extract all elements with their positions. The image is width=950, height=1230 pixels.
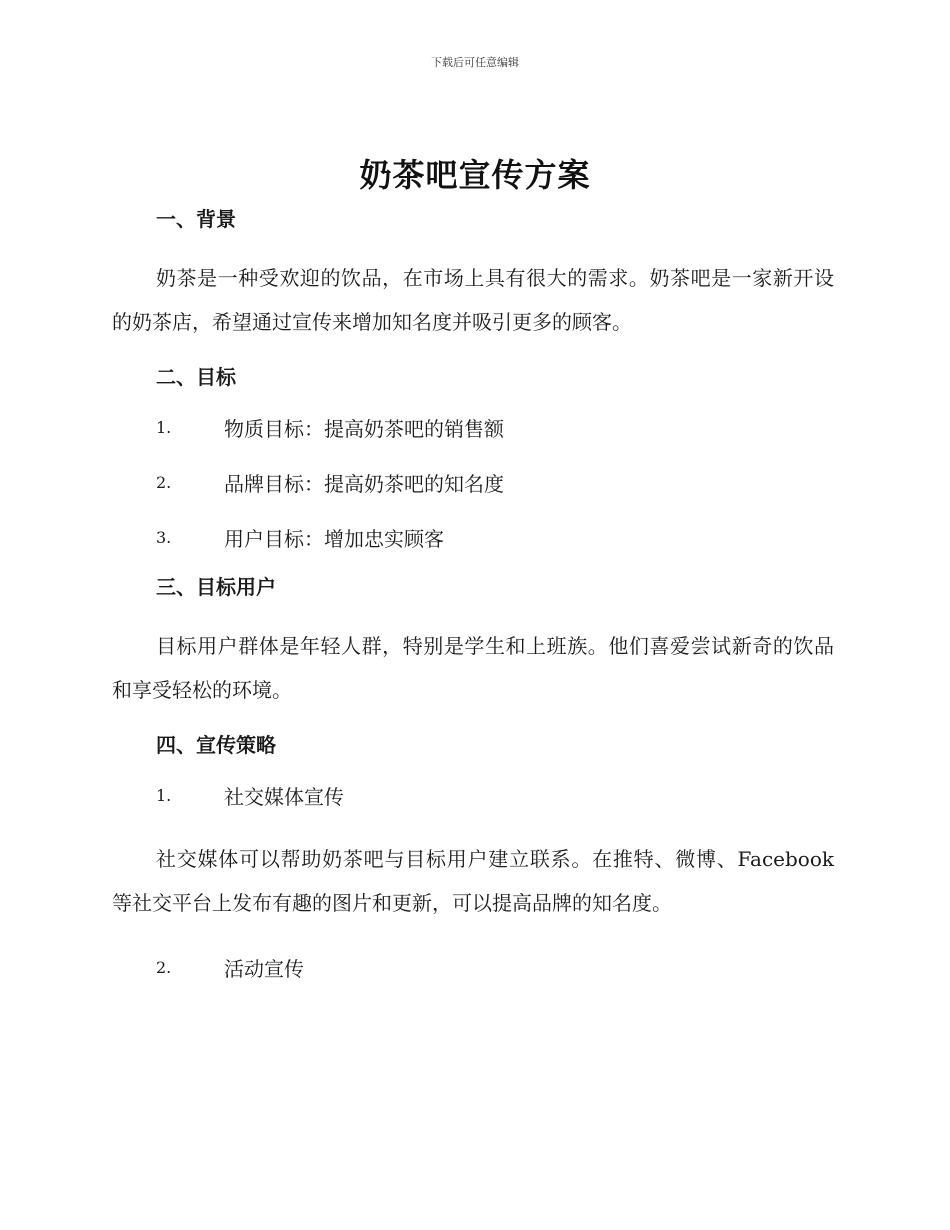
- target-users-paragraph: 目标用户群体是年轻人群，特别是学生和上班族。他们喜爱尝试新奇的饮品和享受轻松的环境。: [112, 634, 834, 702]
- section-heading-goals: 二、目标: [156, 365, 236, 389]
- list-number: 3.: [156, 527, 172, 547]
- goal-item-3: [112, 515, 834, 559]
- section-heading-strategy: 四、宣传策略: [156, 733, 276, 757]
- list-text: 活动宣传: [224, 956, 304, 981]
- document-body: [112, 202, 834, 989]
- list-number: 1.: [156, 785, 172, 805]
- section-heading-background: 一、背景: [156, 207, 236, 231]
- strategy-item-2: [112, 945, 834, 989]
- list-number: 2.: [156, 472, 172, 492]
- list-number: 2.: [156, 957, 172, 977]
- social-media-paragraph: 社交媒体可以帮助奶茶吧与目标用户建立联系。在推特、微博、Facebook 等社交平台上发布有趣的图片和更新，可以提高品牌的知名度。: [112, 847, 834, 915]
- list-text: 用户目标：增加忠实顾客: [224, 526, 444, 551]
- background-paragraph: 奶茶是一种受欢迎的饮品，在市场上具有很大的需求。奶茶吧是一家新开设的奶茶店，希望通过宣传来增加知名度并吸引更多的顾客。: [112, 266, 834, 334]
- list-text: 社交媒体宣传: [224, 784, 344, 809]
- list-text: 品牌目标：提高奶茶吧的知名度: [224, 471, 504, 496]
- goal-item-1: [112, 405, 834, 449]
- list-text: 物质目标：提高奶茶吧的销售额: [224, 416, 504, 441]
- strategy-item-1: [112, 773, 834, 817]
- list-number: 1.: [156, 417, 172, 437]
- goal-item-2: [112, 460, 834, 504]
- section-heading-target-users: 三、目标用户: [156, 575, 276, 599]
- header-note: 下载后可任意编辑: [431, 56, 519, 69]
- document-title: 奶茶吧宣传方案: [359, 156, 591, 194]
